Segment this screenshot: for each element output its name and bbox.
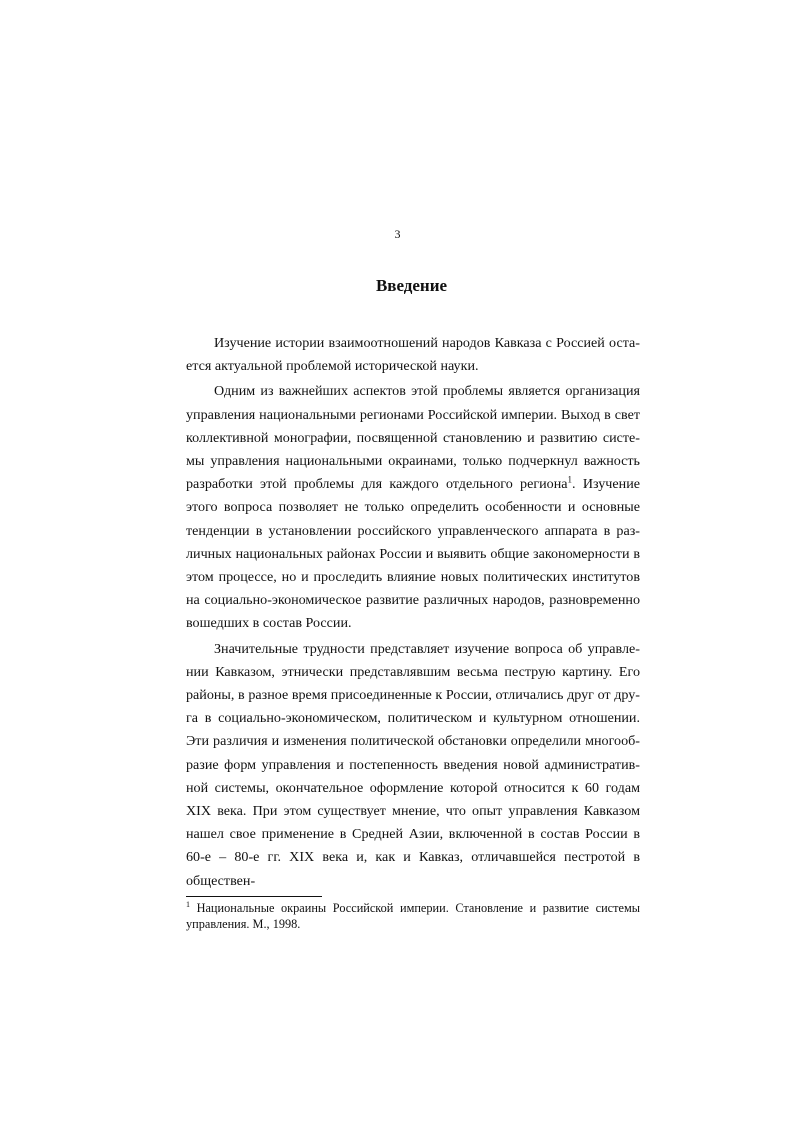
paragraph-management — [186, 380, 640, 635]
paragraph-text-before-note: Одним из важнейших аспектов этой проблемы является организация управления национальными регионами Российской империи. Выход в свет коллективной монографии, посвященной становлению и развитию системы управления национальными окраинами, только подчеркнул важность разработки этой проблемы для каждого отдельного региона — [186, 383, 640, 493]
body-text — [186, 332, 640, 893]
paragraph-caucasus: Значительные трудности представляет изучение вопроса об управлении Кавказом, этнически представлявшим весьма пеструю картину. Его районы, в разное время присоединенные к России, отличались друг от друга в социально-экономическом, политическом и культурном отношении. Эти различия и изменения политической обстановки определили многообразие форм управления и постепенность введения новой административной системы, окончательное оформление которой относится к 60 годам XIX века. При этом существует мнение, что опыт управления Кавказом нашел свое применение в Средней Азии, включенной в состав России в 60-е – 80-е гг. XIX века и, как и Кавказ, отличавшейся пестротой в обществен- — [186, 640, 640, 889]
footnote-divider — [186, 896, 322, 897]
paragraph-text-after-note: . Изучение этого вопроса позволяет не только определить особенности и основные тенденции в установлении российского управленческого аппарата в различных национальных районах России и выявить общие закономерности в этом процессе, но и проследить влияние новых политических институтов на социально-экономическое развитие различных народов, разновременно вошедших в состав России. — [186, 476, 640, 632]
footnote-mark: 1 — [186, 899, 190, 909]
footnote — [186, 901, 640, 932]
page-title: Введение — [375, 276, 448, 295]
paragraph-intro: Изучение истории взаимоотношений народов Кавказа с Россией остается актуальной проблемой исторической науки. — [186, 335, 640, 375]
footnote-text: Национальные окраины Российской империи. Становление и развитие системы управления. М., 1998. — [186, 901, 640, 931]
footnote-reference[interactable]: 1 — [567, 474, 572, 485]
page-number: 3 — [394, 227, 401, 241]
